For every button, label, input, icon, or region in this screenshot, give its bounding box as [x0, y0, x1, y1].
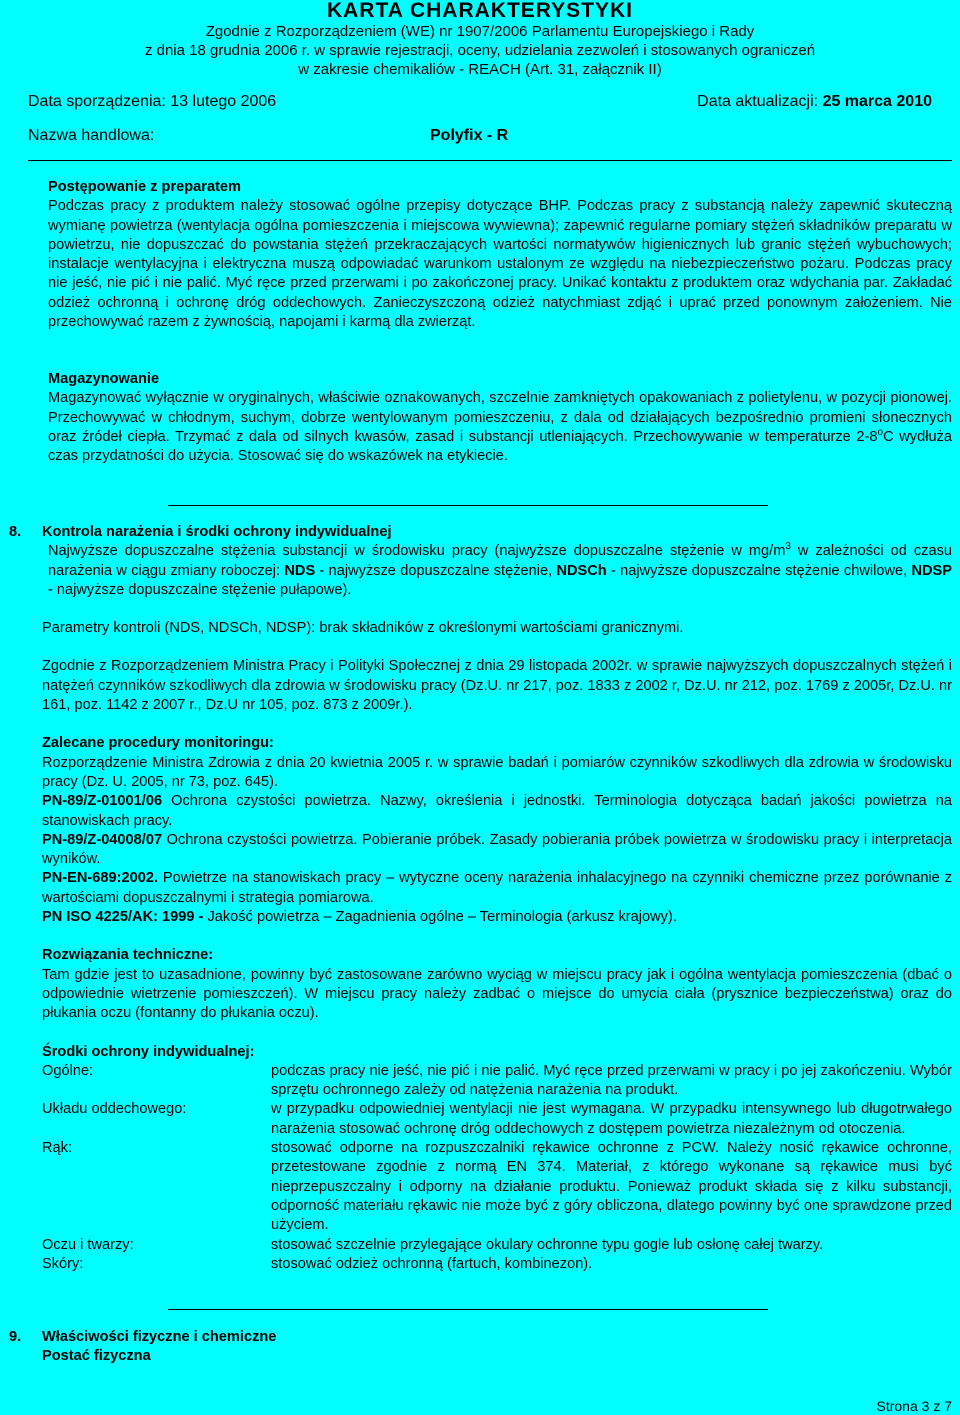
standard-2-code: PN-89/Z-04008/07 — [42, 831, 163, 848]
standard-1-text: Ochrona czystości powietrza. Nazwy, określenia i jednostki. Terminologia dotycząca badań jakości powietrza na stanowiskach pracy. — [42, 793, 952, 829]
abbr-ndsch: NDSCh — [556, 562, 607, 579]
header-divider — [28, 160, 952, 161]
storage-section — [48, 370, 952, 466]
ppe-row — [42, 1062, 952, 1101]
ppe-text-hands: stosować odporne na rozpuszczalniki rękawice ochronne z PCW. Należy nosić rękawice ochronne, przetestowane zgodnie z normą EN 374. Materiał, z którego wykonane są rękawice musi być nieprzepuszczalny i odporny na działanie produktu. Ponieważ produkt składa się z kilku substancji, odporność materiału rękawic nie może być z góry obliczona, dlatego powinny być one sprawdzone przed użyciem. — [271, 1140, 952, 1234]
section-9-number: 9. — [9, 1329, 22, 1345]
ppe-table — [42, 1062, 952, 1274]
trade-name-row — [28, 127, 932, 145]
header-line-3: w zakresie chemikaliów - REACH (Art. 31, załącznik II) — [298, 61, 662, 78]
standard-3 — [42, 869, 952, 908]
date-updated-value: 25 marca 2010 — [822, 93, 932, 110]
ppe-text-eyes: stosować szczelnie przylegające okulary ochronne typu gogle lub osłonę całej twarzy. — [271, 1236, 824, 1253]
abbr-ndsp: NDSP — [911, 562, 952, 579]
ppe-text-general: podczas pracy nie jeść, nie pić i nie palić. Myć ręce przed przerwami w pracy i po jej zakończeniu. Wybór sprzętu ochronnego zależy od natężenia narażenia na produkt. — [271, 1062, 952, 1099]
section-separator-2 — [168, 1309, 768, 1310]
date-updated — [697, 93, 932, 111]
control-parameters: Parametry kontroli (NDS, NDSCh, NDSP): brak składników z określonymi wartościami granicznymi. — [42, 620, 684, 637]
standard-4-code: PN ISO 4225/AK: 1999 - — [42, 909, 204, 926]
section-8-intro — [42, 542, 952, 600]
section-9-subheading: Postać fizyczna — [42, 1348, 151, 1365]
section-8 — [42, 523, 952, 1274]
section-8-heading: Kontrola narażenia i środki ochrony indywidualnej — [42, 524, 392, 540]
intro-e: - najwyższe dopuszczalne stężenie pułapowe). — [48, 581, 352, 598]
tech-text: Tam gdzie jest to uzasadnione, powinny być zastosowane zarówno wyciąg w miejscu pracy jak i ogólna wentylacja pomieszczenia (dbać o odpowiednie wietrzenie pomieszczeń). W miejscu pracy należy zadbać o miejsce do umycia ciała (prysznice bezpieczeństwa) oraz do płukania oczu (fontanny do płukania oczu). — [42, 966, 952, 1022]
storage-text — [48, 389, 952, 466]
intro-b: w zależności od czasu narażenia w ciągu zmiany roboczej: — [48, 543, 952, 579]
ppe-label-respiratory: Układu oddechowego: — [42, 1101, 187, 1118]
page-number: Strona 3 z 7 — [876, 1398, 952, 1414]
handling-text: Podczas pracy z produktem należy stosować ogólne przepisy dotyczące BHP. Podczas pracy z substancją należy zapewnić skuteczną wymianę powietrza (wentylacja ogólna pomieszczenia i miejscowa wywiewna); zapewnić regularne pomiary stężeń składników preparatu w powietrzu, nie dopuszczać do powstania stężeń przekraczających wartości normatywów higienicznych lub granic stężeń wybuchowych; instalacje wentylacyjna i elektryczna muszą odpowiadać warunkom ustalonym ze względu na niebezpieczeństwo pożaru. Podczas pracy nie jeść, nie pić i nie palić. Myć ręce przed przerwami i po zakończonej pracy. Unikać kontaktu z produktem oraz wdychania par. Zakładać odzież ochronną i ochronę dróg oddechowych. Zanieczyszczoną odzież natychmiast zdjąć i uprać przed ponownym założeniem. Nie przechowywać razem z żywnością, napojami i karmą dla zwierząt. — [48, 198, 952, 331]
header-line-1: Zgodnie z Rozporządzeniem (WE) nr 1907/2006 Parlamentu Europejskiego i Rady — [205, 23, 755, 40]
monitoring-intro: Rozporządzenie Ministra Zdrowia z dnia 20 kwietnia 2005 r. w sprawie badań i pomiarów czynników szkodliwych dla zdrowia w środowisku pracy (Dz. U. 2005, nr 73, poz. 645). — [42, 754, 952, 790]
ppe-row — [42, 1100, 952, 1139]
monitoring-heading: Zalecane procedury monitoringu: — [42, 735, 274, 752]
ppe-row — [42, 1139, 952, 1235]
ppe-text-respiratory: w przypadku odpowiedniej wentylacji nie jest wymagana. W przypadku intensywnego lub długotrwałego narażenia stosować ochronę dróg oddechowych z dostępem powietrza niezależnym od otoczenia. — [271, 1101, 952, 1137]
trade-name-value: Polyfix - R — [430, 127, 509, 144]
standard-1 — [42, 792, 952, 831]
intro-a: Najwyższe dopuszczalne stężenia substancji w środowisku pracy (najwyższe dopuszczalne stężenie w mg/m — [48, 543, 786, 560]
standard-4-text: Jakość powietrza – Zagadnienia ogólne – Terminologia (arkusz krajowy). — [203, 909, 677, 926]
date-prepared: Data sporządzenia: 13 lutego 2006 — [28, 93, 277, 110]
document-title: KARTA CHARAKTERYSTYKI — [326, 0, 634, 22]
document-header — [0, 0, 960, 79]
standard-2 — [42, 831, 952, 870]
section-separator-1 — [168, 505, 768, 506]
ppe-label-eyes: Oczu i twarzy: — [42, 1236, 134, 1253]
intro-d: - najwyższe dopuszczalne stężenie chwilowe, — [606, 562, 912, 579]
degree-sup: o — [877, 427, 884, 439]
abbr-nds: NDS — [284, 562, 316, 579]
section-9-heading: Właściwości fizyczne i chemiczne — [42, 1329, 277, 1345]
handling-heading: Postępowanie z preparatem — [48, 179, 242, 195]
ppe-label-general: Ogólne: — [42, 1062, 94, 1079]
storage-text-a: Magazynować wyłącznie w oryginalnych, właściwie oznakowanych, szczelnie zamkniętych opakowaniach z polietylenu, w pozycji pionowej. Przechowywać w chłodnym, suchym, dobrze wentylowanym pomieszczeniu, z dala od działających bezpośrednio promieni słonecznych oraz źródeł ciepła. Trzymać z dala od silnych kwasów, zasad i substancji utleniających. Przechowywanie w temperaturze 2-8 — [48, 390, 952, 445]
storage-text-b: C wydłuża czas przydatności do użycia. Stosować się do wskazówek na etykiecie. — [48, 428, 952, 465]
ppe-label-skin: Skóry: — [42, 1255, 84, 1272]
standard-4 — [42, 908, 952, 927]
header-line-2: z dnia 18 grudnia 2006 r. w sprawie rejestracji, oceny, udzielania zezwoleń i stosowanych ograniczeń — [144, 42, 816, 59]
ppe-label-hands: Rąk: — [42, 1140, 73, 1157]
standard-3-text: Powietrze na stanowiskach pracy – wytyczne oceny narażenia inhalacyjnego na czynniki chemiczne przez porównanie z wartościami dopuszczalnymi i strategia pomiarowa. — [42, 870, 952, 906]
section-8-number: 8. — [9, 524, 22, 540]
tech-heading: Rozwiązania techniczne: — [42, 947, 214, 964]
intro-sup: 3 — [785, 541, 791, 553]
dates-row — [28, 93, 932, 111]
ppe-heading: Środki ochrony indywidualnej: — [42, 1043, 255, 1060]
date-updated-label: Data aktualizacji: — [697, 93, 819, 110]
ppe-row — [42, 1236, 952, 1255]
regulation-text: Zgodnie z Rozporządzeniem Ministra Pracy i Polityki Społecznej z dnia 29 listopada 2002r. w sprawie najwyższych dopuszczalnych stężeń i natężeń czynników szkodliwych dla zdrowia w środowisku pracy (Dz.U. nr 217, poz. 1833 z 2002 r, Dz.U. nr 212, poz. 1769 z 2005r, Dz.U. nr 161, poz. 1142 z 2007 r., Dz.U nr 105, poz. 873 z 2009r.). — [42, 658, 952, 714]
intro-c: - najwyższe dopuszczalne stężenie, — [315, 562, 557, 579]
ppe-text-skin: stosować odzież ochronną (fartuch, kombinezon). — [271, 1255, 593, 1272]
standard-3-code: PN-EN-689:2002. — [42, 870, 158, 887]
standard-1-code: PN-89/Z-01001/06 — [42, 793, 163, 810]
ppe-row — [42, 1255, 952, 1274]
handling-section — [48, 178, 952, 332]
storage-heading: Magazynowanie — [48, 371, 160, 387]
trade-name-label: Nazwa handlowa: — [28, 127, 155, 144]
section-9 — [42, 1328, 952, 1367]
standard-2-text: Ochrona czystości powietrza. Pobieranie próbek. Zasady pobierania próbek powietrza w środowisku pracy i interpretacja wyników. — [42, 831, 952, 868]
